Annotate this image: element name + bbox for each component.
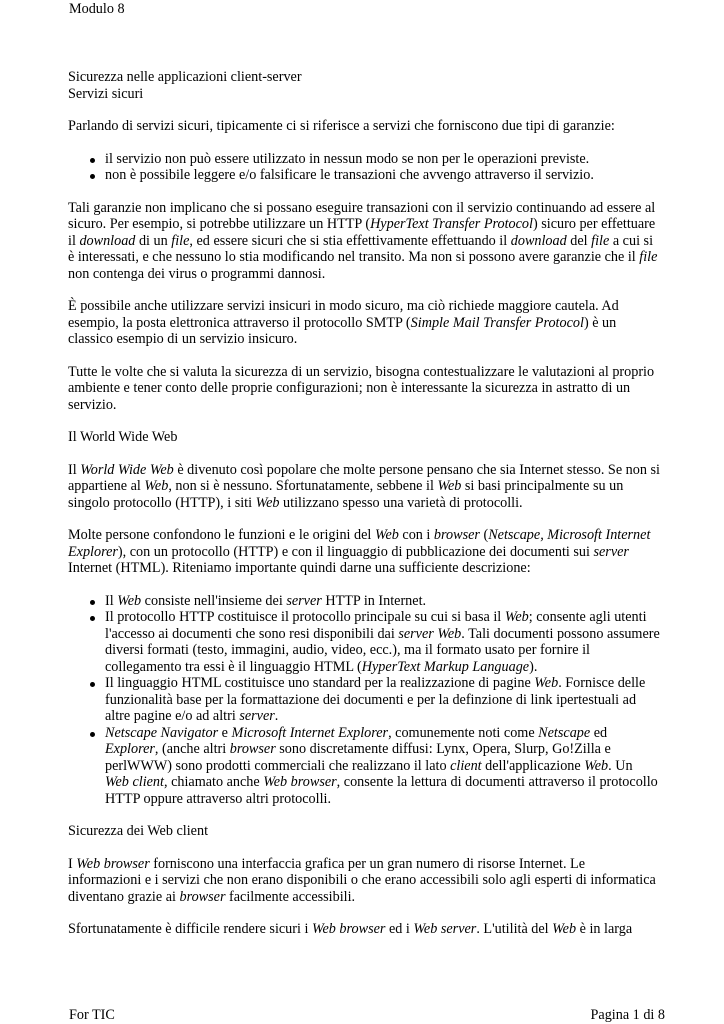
italic-term: Netscape, Microsoft Internet Explorer bbox=[68, 527, 651, 560]
page-header-module: Modulo 8 bbox=[69, 1, 125, 17]
italic-term: Web browser bbox=[263, 774, 337, 790]
list-item: Il Web consiste nell'insieme dei server HTTP in Internet. bbox=[105, 593, 660, 610]
italic-term: browser bbox=[433, 527, 480, 543]
italic-term: Web bbox=[437, 478, 462, 494]
list-item: Il linguaggio HTML costituisce uno standard per la realizzazione di pagine Web. Fornisce delle funzionalità base per la formattazione dei documenti e per la definzione di link ipertestuali ad altre pagine e/o ad altri server. bbox=[105, 675, 660, 725]
list-item: Il protocollo HTTP costituisce il protocollo principale su cui si basa il Web; consente agli utenti l'accesso ai documenti che sono resi disponibili dai server Web. Tali documenti possono assumere diversi formati (testo, immagini, audio, video, ecc.), ma il formato usato per fornire il collegamento tra essi è il linguaggio HTML (HyperText Markup Language). bbox=[105, 609, 660, 675]
page-number: Pagina 1 di 8 bbox=[590, 1007, 665, 1023]
italic-term: client bbox=[450, 757, 482, 774]
list-item: Netscape Navigator e Microsoft Internet Explorer, comunemente noti come Netscape ed Explorer, (anche altri browser sono discretamente diffusi: Lynx, Opera, Slurp, Go!Zilla e perlWWW) sono prodotti commerciali che realizzano il lato client dell'applicazione Web. Un Web client, chiamato anche Web browser, consente la lettura di documenti attraverso il protocollo HTTP oppure attraverso altri protocolli. bbox=[105, 725, 660, 808]
page-footer-label: For TIC bbox=[69, 1007, 115, 1023]
paragraph-browser-interface: I Web browser forniscono una interfaccia grafica per un gran numero di risorse Internet. Le informazioni e i servizi che non erano disponibili o che erano accessibili solo agli esperti di informatica diventano grazie ai browser facilmente accessibili. bbox=[68, 855, 656, 905]
italic-term: Web browser bbox=[76, 855, 150, 872]
italic-term: download bbox=[79, 232, 136, 249]
italic-term: Web bbox=[584, 757, 609, 774]
paragraph-insecure-services: È possibile anche utilizzare servizi insicuri in modo sicuro, ma ciò richiede maggiore cautela. Ad esempio, la posta elettronica attraverso il protocollo SMTP (Simple Mail Transfer Protocol) è un classico esempio di un servizio insicuro. bbox=[68, 298, 619, 347]
document-heading bbox=[68, 69, 660, 102]
list-item: il servizio non può essere utilizzato in nessun modo se non per le operazioni previste. bbox=[105, 151, 660, 168]
italic-term: Web client bbox=[105, 774, 164, 790]
paragraph-guarantees: Tali garanzie non implicano che si possano eseguire transazioni con il servizio continuando ad essere al sicuro. Per esempio, si potrebbe utilizzare un HTTP (HyperText Transfer Protocol) sicuro per effettuare il download di un file, ed essere sicuri che si stia effettivamente effettuando il download del file a cui si è interessati, e che nessuno lo stia modificando nel transito. Ma non si possono avere garanzie che il file non contenga dei virus o programmi dannosi. bbox=[68, 199, 658, 282]
section-heading-www: Il World Wide Web bbox=[68, 429, 178, 445]
italic-term: download bbox=[510, 232, 567, 249]
italic-term: server bbox=[239, 708, 275, 724]
section-heading-web-client: Sicurezza dei Web client bbox=[68, 823, 209, 839]
web-components-list bbox=[68, 593, 660, 808]
document-body bbox=[68, 69, 660, 954]
italic-term: Microsoft Internet Explorer bbox=[231, 724, 389, 741]
italic-term: Netscape bbox=[538, 724, 591, 741]
italic-term: file bbox=[639, 249, 658, 265]
document-subtitle: Servizi sicuri bbox=[68, 85, 144, 102]
italic-term: Web bbox=[255, 494, 280, 511]
italic-term: World Wide Web bbox=[80, 461, 174, 478]
italic-term: Netscape Navigator bbox=[105, 724, 219, 741]
italic-term: HyperText Markup Language bbox=[361, 658, 530, 675]
document-title: Sicurezza nelle applicazioni client-server bbox=[68, 69, 302, 85]
italic-term: browser bbox=[229, 741, 276, 757]
italic-term: Simple Mail Transfer Protocol bbox=[410, 314, 584, 331]
italic-term: file bbox=[171, 232, 190, 249]
italic-term: Web bbox=[504, 609, 529, 625]
paragraph-intro: Parlando di servizi sicuri, tipicamente ci si riferisce a servizi che forniscono due tipi di garanzie: bbox=[68, 118, 615, 134]
paragraph-www-popularity: Il World Wide Web è divenuto così popolare che molte persone pensano che sia Internet stesso. Se non si appartiene al Web, non si è nessuno. Sfortunatamente, sebbene il Web si basi principalmente su un singolo protocollo (HTTP), i siti Web utilizzano spesso una varietà di protocolli. bbox=[68, 461, 660, 511]
italic-term: Web browser bbox=[311, 921, 386, 937]
italic-term: server bbox=[286, 592, 322, 609]
list-item: non è possibile leggere e/o falsificare le transazioni che avvengo attraverso il servizio. bbox=[105, 167, 660, 184]
italic-term: Explorer bbox=[105, 741, 155, 757]
paragraph-context: Tutte le volte che si valuta la sicurezza di un servizio, bisogna contestualizzare le valutazioni al proprio ambiente e tener conto delle proprie configurazioni; non è interessante la sicurezza in astratto di un servizio. bbox=[68, 363, 655, 413]
italic-term: Web bbox=[374, 527, 399, 543]
italic-term: HyperText Transfer Protocol bbox=[370, 216, 533, 232]
italic-term: server Web bbox=[398, 625, 462, 642]
paragraph-browser-security: Sfortunatamente è difficile rendere sicuri i Web browser ed i Web server. L'utilità del Web è in larga bbox=[68, 921, 633, 937]
italic-term: Web bbox=[144, 478, 169, 494]
italic-term: server bbox=[593, 543, 629, 560]
italic-term: Web bbox=[117, 592, 142, 609]
italic-term: file bbox=[591, 232, 610, 249]
italic-term: browser bbox=[179, 888, 226, 905]
guarantees-list bbox=[68, 151, 660, 184]
italic-term: Web bbox=[552, 921, 577, 937]
paragraph-www-confusion: Molte persone confondono le funzioni e le origini del Web con i browser (Netscape, Microsoft Internet Explorer), con un protocollo (HTTP) e con il linguaggio di pubblicazione dei documenti sui server Internet (HTML). Riteniamo importante quindi darne una sufficiente descrizione: bbox=[68, 527, 651, 576]
italic-term: Web bbox=[534, 675, 559, 691]
italic-term: Web server bbox=[413, 921, 477, 937]
